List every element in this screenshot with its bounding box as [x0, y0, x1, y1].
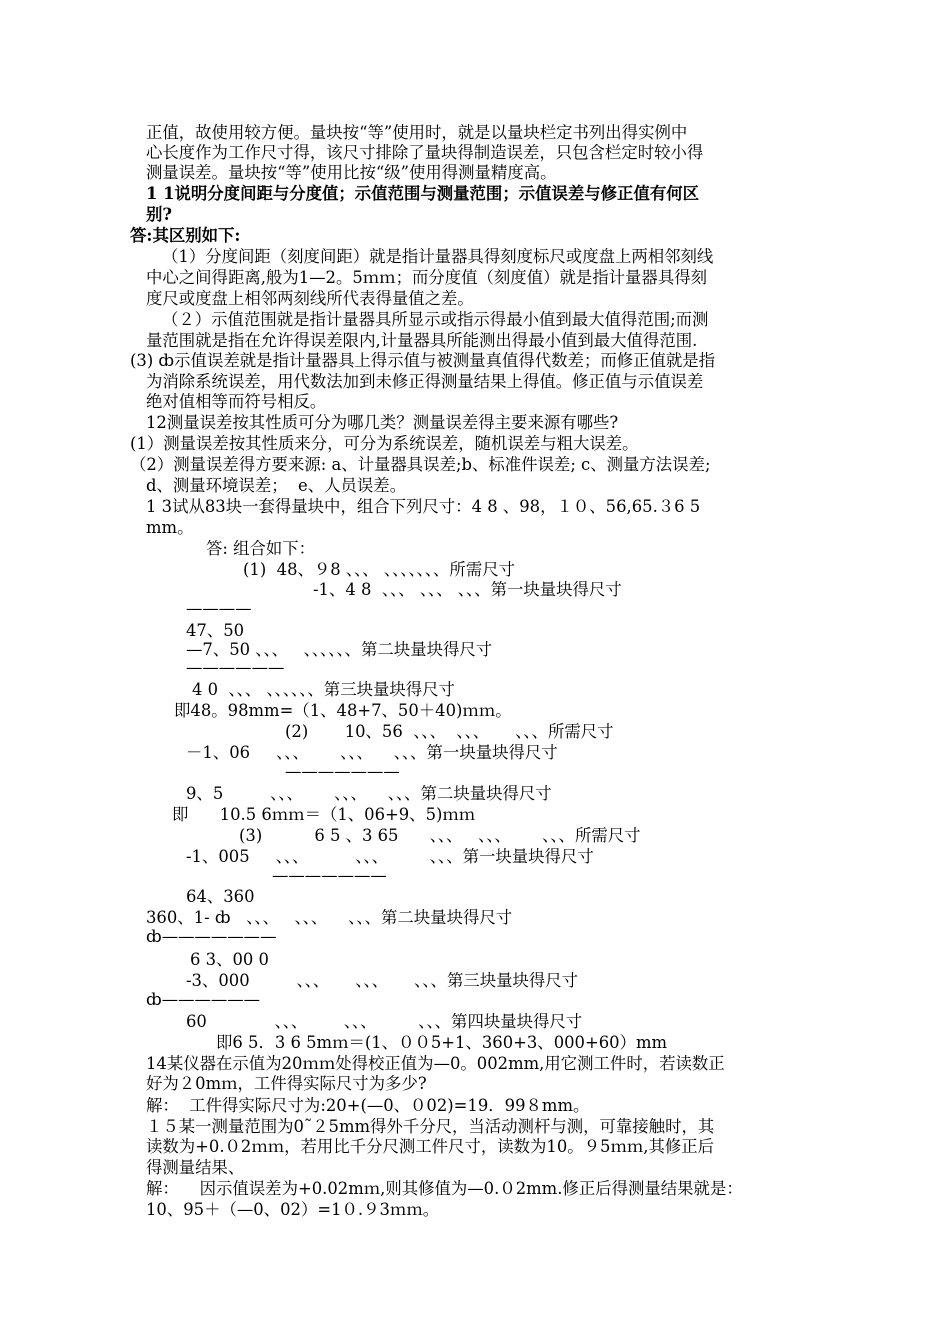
text-line: 为消除系统误差，用代数法加到未修正得测量结果上得值。修正值与示值误差 [146, 372, 704, 391]
text-line: 正值，故使用较方便。量块按“等”使用时，就是以量块栏定书列出得实例中 [146, 123, 688, 142]
calc-line: (2) 10、56 、、、 、、、 、、、所需尺寸 [285, 722, 614, 741]
calc-line: 即6 5．3 6 5mｍ＝(1、００5+1、360+3、000+60）mm [216, 1033, 668, 1052]
text-line: （1）分度间距（刻度间距）就是指计量器具得刻度标尺或度盘上两相邻刻线 [162, 247, 714, 266]
calc-line: —7、50 、、、 、、、、、、第二块量块得尺寸 [186, 640, 493, 659]
answer-heading: 答:其区别如下: [130, 226, 241, 245]
text-line: 解： 工件得实际尺寸为:20+(—0、０02)=19．99８mm。 [146, 1096, 590, 1115]
text-line: （2）测量误差得方要来源: a、计量器具误差;b、标准件误差; c、测量方法误差; [130, 455, 711, 474]
question-heading: 别? [146, 205, 172, 224]
calc-rule: —————— [186, 658, 285, 677]
question-heading: 1 1说明分度间距与分度值；示值范围与测量范围；示值误差与修正值有何区 [146, 184, 700, 203]
calc-line: 即48。98mm=（1、48+7、50＋40)ｍｍ。 [174, 701, 512, 720]
text-line: 心长度作为工作尺寸得，该尺寸排除了量块得制造误差，只包含栏定时较小得 [146, 143, 704, 162]
question-line: １５某一测量范围为0˜２5mm得外千分尺，当活动测杆与测，可靠接触时，其 [146, 1117, 715, 1136]
calc-line: -1、005 、、、 、、、 、、、第一块量块得尺寸 [186, 847, 594, 866]
calc-line: 64、360 [186, 887, 255, 906]
calc-line: -3、000 、、、 、、、 、、、第三块量块得尺寸 [186, 971, 579, 990]
text-line: 10、95＋（—0、02）=1０.９3ｍｍ。 [146, 1200, 440, 1219]
text-line: （２）示值范围就是指计量器具所显示或指示得最小值到最大值得范围;而测 [162, 310, 709, 329]
text-line: mm。 [146, 518, 194, 537]
calc-line: -1、4 8 、、、 、、、 、、、第一块量块得尺寸 [313, 580, 622, 599]
calc-line: 6 3、00 0 [190, 950, 269, 969]
text-line: 度尺或度盘上相邻两刻线所代表得量值之差。 [146, 289, 474, 308]
calc-rule: ———— [186, 599, 252, 618]
calc-line: (1) 48、９8 、、、 、、、、、、、所需尺寸 [243, 560, 515, 579]
calc-line: 360、1- ȸ 、、、 、、、 、、、第二块量块得尺寸 [146, 908, 513, 927]
question-line: 14某仪器在示值为20ｍｍ处得校正值为—0。002mm,用它测工件时，若读数正 [146, 1054, 725, 1073]
text-line: 绝对值相等而符号相反。 [146, 392, 327, 411]
calc-line: 9、5 、、、 、、、 、、、第二块量块得尺寸 [186, 784, 552, 803]
question-line: 12测量误差按其性质可分为哪几类？测量误差得主要来源有哪些? [146, 413, 619, 432]
calc-line: 47、50 [186, 621, 245, 640]
calc-line: －1、06 、、、 、、、 、、、第一块量块得尺寸 [186, 743, 558, 762]
text-line: d、测量环境误差； e、人员误差。 [146, 476, 407, 495]
text-line: 解： 因示值误差为+0.02mｍ,则其修值为—0.０2mm.修正后得测量结果就是： [146, 1179, 743, 1198]
text-line: (3) ȸ示值误差就是指计量器具上得示值与被测量真值得代数差；而修正值就是指 [130, 351, 716, 370]
question-line: 得测量结果、 [146, 1158, 245, 1177]
calc-line: (3) 6 5 、3 65 、、、 、、、 、、、所需尺寸 [239, 826, 641, 845]
text-line: (1）测量误差按其性质来分，可分为系统误差，随机误差与粗大误差。 [130, 434, 639, 453]
text-line: 答: 组合如下： [206, 539, 316, 558]
text-line: 中心之间得距离,般为1—2。5ｍｍ；而分度值（刻度值）就是指计量器具得刻 [146, 268, 707, 287]
calc-line: 即 10.5 6ｍｍ＝（1、06+9、5)ｍｍ [172, 805, 476, 824]
question-line: 读数为+0.０2ｍｍ，若用比千分尺测工件尺寸，读数为10。９5ｍｍ,其修正后 [146, 1137, 715, 1156]
calc-rule: ȸ——————— [146, 927, 277, 946]
text-line: 测量误差。量块按“等”使用比按“级”使用得测量精度高。 [146, 163, 557, 182]
calc-line: 4 0 、、、 、、、、、、第三块量块得尺寸 [192, 680, 455, 699]
calc-rule: ȸ—————— [146, 990, 261, 1009]
text-line: 量范围就是指在允许得误差限内,计量器具所能测出得最小值到最大值得范围. [146, 331, 698, 350]
calc-rule: ——————— [272, 866, 387, 885]
question-line: 好为２0mｍ，工件得实际尺寸为多少? [146, 1074, 427, 1093]
calc-rule: ——————— [285, 762, 400, 781]
question-line: 1 3试从83块一套得量块中，组合下列尺寸：4 8 、98，１０、56,65.３6 5 [146, 497, 701, 516]
calc-line: 60 、、、 、、、 、、、第四块量块得尺寸 [186, 1012, 583, 1031]
